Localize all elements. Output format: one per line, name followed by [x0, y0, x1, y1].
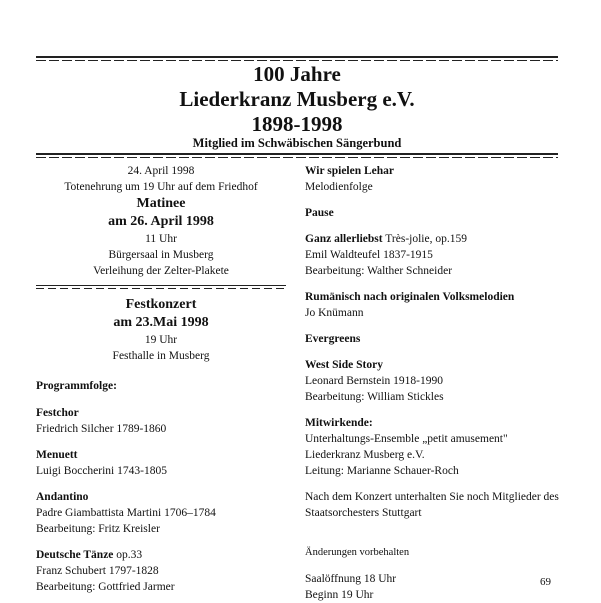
program-item-title: Festchor	[36, 407, 79, 419]
festkonzert-title: Festkonzert	[125, 297, 197, 312]
program-item-line: Franz Schubert 1797-1828	[36, 565, 159, 577]
program-item-title: Rumänisch nach originalen Volksmelodien	[305, 291, 515, 303]
title-line-3: 1898-1998	[251, 112, 343, 136]
program-item	[36, 447, 286, 479]
program-item-line: Padre Giambattista Martini 1706–1784	[36, 507, 216, 519]
section-separator	[36, 285, 286, 286]
performer-line: Leitung: Marianne Schauer-Roch	[305, 465, 459, 477]
program-item-line: Bearbeitung: William Stickles	[305, 391, 444, 403]
program-item-subtitle: Très-jolie, op.159	[382, 233, 467, 245]
matinee-title: Matinee	[136, 196, 186, 211]
program-item-line: Jo Knümann	[305, 307, 364, 319]
program-item	[36, 547, 286, 595]
program-item	[36, 489, 286, 537]
program-item	[305, 331, 565, 347]
program-item	[36, 405, 286, 437]
program-item	[305, 163, 565, 195]
program-item-line: Bearbeitung: Fritz Kreisler	[36, 523, 160, 535]
program-item	[305, 205, 565, 221]
page-number: 69	[540, 576, 551, 588]
program-item-title: West Side Story	[305, 359, 383, 371]
performer-line: Unterhaltungs-Ensemble „petit amusement"	[305, 433, 508, 445]
program-item	[305, 357, 565, 405]
festkonzert-time: 19 Uhr	[144, 334, 178, 346]
program-item	[305, 289, 565, 321]
program-item-line: Bearbeitung: Gottfried Jarmer	[36, 581, 175, 593]
right-column	[305, 163, 565, 603]
program-item-title: Wir spielen Lehar	[305, 165, 395, 177]
subtitle: Mitglied im Schwäbischen Sängerbund	[192, 136, 402, 150]
title-line-2: Liederkranz Musberg e.V.	[179, 87, 415, 111]
date-1: 24. April 1998	[127, 165, 195, 177]
program-item-title: Menuett	[36, 449, 78, 461]
left-column	[36, 163, 286, 595]
after-concert-note: Nach dem Konzert unterhalten Sie noch Mitglieder des Staatsorchesters Stuttgart	[305, 491, 559, 519]
program-item-title: Pause	[305, 207, 334, 219]
program-item-title: Ganz allerliebst	[305, 233, 383, 245]
header-bottom-rule	[36, 153, 558, 158]
program-item-line: Emil Waldteufel 1837-1915	[305, 249, 433, 261]
changes-reserved-note: Änderungen vorbehalten	[305, 547, 410, 558]
festkonzert-date: am 23.Mai 1998	[113, 315, 209, 330]
matinee-date: am 26. April 1998	[108, 214, 214, 229]
start-time: Beginn 19 Uhr	[305, 589, 374, 601]
matinee-place: Bürgersaal in Musberg	[108, 249, 214, 261]
matinee-award: Verleihung der Zelter-Plakete	[93, 265, 229, 277]
program-item-line: Melodienfolge	[305, 181, 373, 193]
program-item-title: Andantino	[36, 491, 89, 503]
title-line-1: 100 Jahre	[253, 62, 341, 86]
performer-line: Liederkranz Musberg e.V.	[305, 449, 425, 461]
program-item-title: Evergreens	[305, 333, 361, 345]
program-item-line: Leonard Bernstein 1918-1990	[305, 375, 443, 387]
performers-heading: Mitwirkende:	[305, 417, 373, 429]
doors-open-time: Saalöffnung 18 Uhr	[305, 573, 397, 585]
top-rule	[36, 56, 558, 61]
program-item-line: Friedrich Silcher 1789-1860	[36, 423, 167, 435]
ceremony-text: Totenehrung um 19 Uhr auf dem Friedhof	[64, 181, 258, 193]
program-item	[305, 231, 565, 279]
performers	[305, 415, 565, 479]
program-item-line: Luigi Boccherini 1743-1805	[36, 465, 167, 477]
program-item-title: Deutsche Tänze	[36, 549, 114, 561]
program-item-line: Bearbeitung: Walther Schneider	[305, 265, 453, 277]
program-heading: Programmfolge:	[36, 380, 117, 392]
program-item-opus: op.33	[113, 549, 143, 561]
festkonzert-place: Festhalle in Musberg	[112, 350, 210, 362]
matinee-time: 11 Uhr	[145, 233, 177, 245]
